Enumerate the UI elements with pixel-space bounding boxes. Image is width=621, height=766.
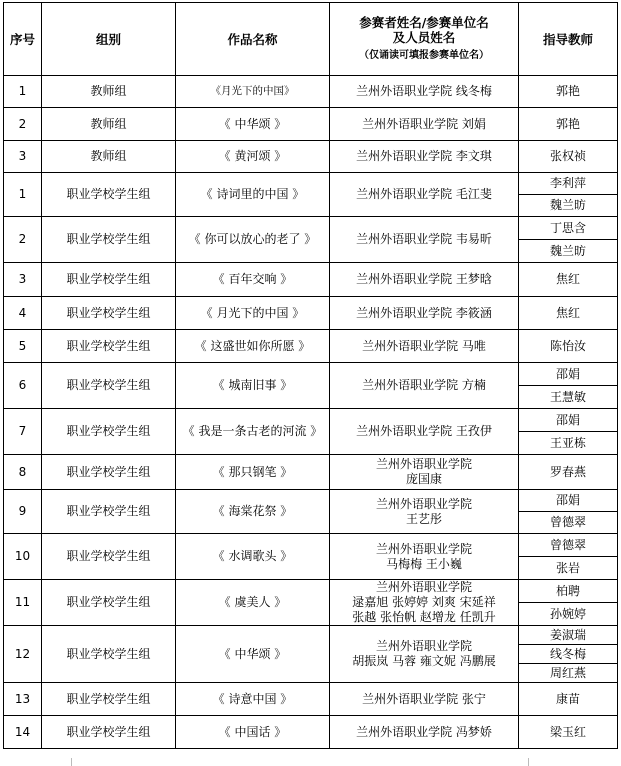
tutor-name: 焦红 (555, 305, 580, 320)
tutor-name: 周红燕 (519, 663, 617, 682)
participant-line: 兰州外语职业学院 刘娟 (362, 116, 486, 131)
tutor-name: 邵娟 (555, 413, 580, 427)
row-work: 《 我是一条古老的河流 》 (176, 409, 330, 455)
tutor-name: 王亚栋 (519, 431, 617, 454)
table-row (4, 297, 618, 330)
row-group: 职业学校学生组 (42, 490, 176, 534)
award-table (3, 2, 618, 749)
row-seq: 5 (4, 330, 42, 363)
participant-line: 马梅梅 王小巍 (386, 556, 462, 571)
tutor-name: 曾德翠 (549, 538, 586, 552)
row-tutor (519, 534, 618, 580)
row-seq: 4 (4, 297, 42, 330)
header-work: 作品名称 (176, 3, 330, 76)
table-row (4, 217, 618, 263)
tutor-name: 郭艳 (555, 84, 580, 98)
row-work: 《 那只钢笔 》 (176, 455, 330, 490)
tutor-name: 康苗 (555, 691, 580, 706)
row-group: 职业学校学生组 (42, 716, 176, 749)
table-row (4, 716, 618, 749)
row-work: 《 中华颂 》 (176, 626, 330, 683)
row-tutor (519, 683, 618, 716)
row-tutor (519, 108, 618, 141)
row-seq: 3 (4, 263, 42, 297)
row-participant (330, 141, 519, 173)
tutor-name: 焦红 (555, 272, 580, 286)
table-row (4, 626, 618, 683)
tutor-name: 柏聘 (555, 584, 580, 598)
row-participant (330, 626, 519, 683)
page-edge-mark (528, 758, 529, 766)
row-group: 教师组 (42, 141, 176, 173)
row-seq: 12 (4, 626, 42, 683)
participant-line: 兰州外语职业学院 李筱涵 (356, 305, 492, 320)
row-work: 《 中华颂 》 (176, 108, 330, 141)
row-group: 职业学校学生组 (42, 363, 176, 409)
participant-line: 兰州外语职业学院 张宁 (362, 691, 486, 706)
row-seq: 1 (4, 173, 42, 217)
row-participant (330, 363, 519, 409)
row-tutor (519, 409, 618, 455)
page-edge-mark (71, 758, 72, 766)
row-participant (330, 217, 519, 263)
participant-line: 兰州外语职业学院 (375, 541, 472, 556)
participant-line: 逯嘉旭 张婷婷 刘爽 宋延祥 (352, 595, 496, 609)
row-group: 职业学校学生组 (42, 297, 176, 330)
row-tutor (519, 330, 618, 363)
participant-line: 兰州外语职业学院 毛江斐 (356, 187, 492, 201)
tutor-name: 邵娟 (555, 493, 580, 507)
row-work: 《 百年交响 》 (176, 263, 330, 297)
header-group: 组别 (42, 3, 176, 76)
row-participant (330, 173, 519, 217)
tutor-name: 魏兰昉 (519, 194, 617, 216)
row-group: 职业学校学生组 (42, 263, 176, 297)
row-tutor (519, 626, 618, 683)
row-participant (330, 330, 519, 363)
row-group: 教师组 (42, 108, 176, 141)
row-seq: 3 (4, 141, 42, 173)
row-work: 《 中国话 》 (176, 716, 330, 749)
row-work: 《 水调歌头 》 (176, 534, 330, 580)
row-seq: 2 (4, 217, 42, 263)
row-seq: 8 (4, 455, 42, 490)
tutor-name: 李利萍 (549, 176, 586, 190)
table-row (4, 263, 618, 297)
row-seq: 13 (4, 683, 42, 716)
tutor-name: 王慧敏 (519, 385, 617, 408)
tutor-name: 罗春燕 (549, 464, 586, 479)
row-seq: 1 (4, 76, 42, 108)
participant-line: 兰州外语职业学院 王梦晗 (356, 272, 492, 286)
row-participant (330, 76, 519, 108)
row-participant (330, 263, 519, 297)
row-participant (330, 108, 519, 141)
participant-line: 胡振岚 马蓉 雍文妮 冯鹏展 (352, 654, 496, 668)
row-tutor (519, 297, 618, 330)
row-seq: 9 (4, 490, 42, 534)
row-seq: 14 (4, 716, 42, 749)
row-group: 职业学校学生组 (42, 217, 176, 263)
table-row (4, 141, 618, 173)
row-seq: 2 (4, 108, 42, 141)
row-group: 教师组 (42, 76, 176, 108)
header-seq: 序号 (4, 3, 42, 76)
participant-line: 王艺彤 (405, 511, 442, 526)
row-group: 职业学校学生组 (42, 173, 176, 217)
row-seq: 7 (4, 409, 42, 455)
participant-line: 兰州外语职业学院 (375, 639, 472, 653)
row-group: 职业学校学生组 (42, 409, 176, 455)
header-participant-note: （仅诵读可填报参赛单位名） (359, 50, 489, 61)
tutor-name: 张岩 (519, 556, 617, 579)
tutor-name: 曾德翠 (519, 511, 617, 533)
header-row (4, 3, 618, 76)
tutor-name: 邵娟 (555, 367, 580, 381)
tutor-name: 梁玉红 (549, 724, 586, 739)
tutor-name: 线冬梅 (519, 644, 617, 663)
row-participant (330, 716, 519, 749)
table-row (4, 108, 618, 141)
row-seq: 6 (4, 363, 42, 409)
row-seq: 11 (4, 580, 42, 626)
row-work: 《 月光下的中国 》 (176, 297, 330, 330)
table-row (4, 330, 618, 363)
table-row (4, 455, 618, 490)
row-group: 职业学校学生组 (42, 580, 176, 626)
row-group: 职业学校学生组 (42, 626, 176, 683)
tutor-name: 张权祯 (549, 149, 586, 163)
row-tutor (519, 716, 618, 749)
table-row (4, 490, 618, 534)
header-participant-line1: 参赛者姓名/参赛单位名 (359, 15, 489, 30)
tutor-name: 丁思含 (549, 221, 586, 235)
header-participant (330, 3, 519, 76)
tutor-name: 姜淑瑞 (549, 628, 586, 642)
table-row (4, 683, 618, 716)
row-work: 《 诗意中国 》 (176, 683, 330, 716)
row-participant (330, 490, 519, 534)
tutor-name: 陈怡汝 (549, 338, 586, 353)
participant-line: 兰州外语职业学院 方楠 (362, 378, 486, 392)
row-tutor (519, 263, 618, 297)
participant-line: 兰州外语职业学院 (375, 457, 472, 471)
participant-line: 张越 张怡帆 赵增龙 任凯升 (352, 610, 496, 624)
participant-line: 兰州外语职业学院 王孜伊 (356, 424, 492, 438)
row-group: 职业学校学生组 (42, 534, 176, 580)
row-participant (330, 409, 519, 455)
participant-line: 兰州外语职业学院 马唯 (362, 338, 486, 353)
row-seq: 10 (4, 534, 42, 580)
row-work: 《 海棠花祭 》 (176, 490, 330, 534)
header-tutor: 指导教师 (519, 3, 618, 76)
row-work: 《 你可以放心的老了 》 (176, 217, 330, 263)
participant-line: 兰州外语职业学院 线冬梅 (356, 84, 492, 98)
award-table-container (3, 2, 618, 749)
row-participant (330, 683, 519, 716)
participant-line: 兰州外语职业学院 冯梦娇 (356, 724, 492, 739)
table-row (4, 173, 618, 217)
header-participant-line2: 及人员姓名 (392, 30, 456, 45)
table-row (4, 580, 618, 626)
participant-line: 兰州外语职业学院 (375, 496, 472, 511)
row-participant (330, 455, 519, 490)
participant-line: 兰州外语职业学院 (375, 580, 472, 594)
tutor-name: 孙婉婷 (519, 602, 617, 625)
row-participant (330, 580, 519, 626)
row-work: 《 城南旧事 》 (176, 363, 330, 409)
table-row (4, 76, 618, 108)
table-row (4, 409, 618, 455)
row-participant (330, 534, 519, 580)
row-tutor (519, 580, 618, 626)
row-group: 职业学校学生组 (42, 455, 176, 490)
participant-line: 兰州外语职业学院 李文琪 (356, 149, 492, 163)
row-work: 《 虞美人 》 (176, 580, 330, 626)
participant-line: 兰州外语职业学院 韦易昕 (356, 232, 492, 246)
row-tutor (519, 76, 618, 108)
row-work: 《 诗词里的中国 》 (176, 173, 330, 217)
table-row (4, 363, 618, 409)
tutor-name: 郭艳 (555, 116, 580, 131)
row-tutor (519, 141, 618, 173)
row-tutor (519, 217, 618, 263)
row-work: 《 黄河颂 》 (176, 141, 330, 173)
tutor-name: 魏兰昉 (519, 239, 617, 262)
row-tutor (519, 173, 618, 217)
participant-line: 庞国康 (405, 472, 442, 486)
row-group: 职业学校学生组 (42, 330, 176, 363)
row-participant (330, 297, 519, 330)
table-row (4, 534, 618, 580)
row-work: 《月光下的中国》 (176, 76, 330, 108)
row-group: 职业学校学生组 (42, 683, 176, 716)
row-tutor (519, 455, 618, 490)
row-work: 《 这盛世如你所愿 》 (176, 330, 330, 363)
row-tutor (519, 490, 618, 534)
row-tutor (519, 363, 618, 409)
table-body (4, 76, 618, 749)
